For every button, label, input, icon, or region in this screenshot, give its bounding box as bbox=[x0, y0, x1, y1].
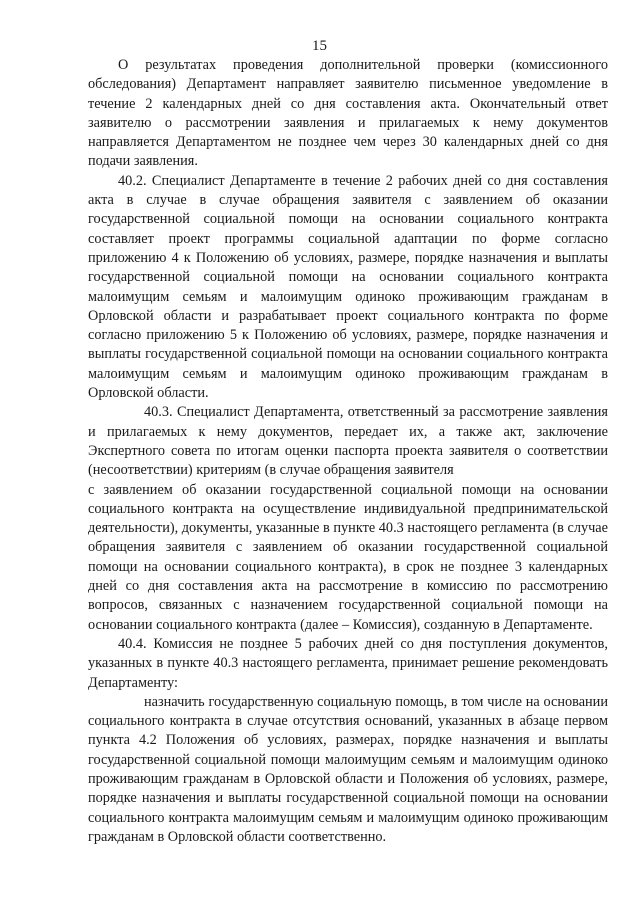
paragraph-additional-check-result: О результатах проведения дополнительной проверки (комиссионного обследования) Департамент направляет заявителю письменное уведомление в течение 2 календарных дней со дня составления акта. Окончательный ответ заявителю о рассмотрении заявления и прилагаемых к нему документов направляется Департаментом не позднее чем через 30 календарных дней со дня подачи заявления. bbox=[88, 57, 608, 170]
paragraph-assign-assistance: назначить государственную социальную помощь, в том числе на основании социального контракта в случае отсутствия оснований, указанных в абзаце первом пункта 4.2 Положения об условиях, размерах, порядке назначения и выплаты государственной социальной помощи малоимущим семьям и малоимущим одиноко проживающим гражданам в Орловской области и Положения об условиях, размере, порядке назначения и выплаты государственной социальной помощи на основании социального контракта малоимущим семьям и малоимущим одиноко проживающим гражданам в Орловской области соответственно. bbox=[88, 693, 608, 845]
paragraph-40-3: 40.3. Специалист Департамента, ответственный за рассмотрение заявления и прилагаемых к нему документов, передает их, а также акт, заключение Экспертного совета по итогам оценки паспорта проекта заявителя о соответствии (несоответствии) критериям (в случае обращения заявителя bbox=[88, 404, 608, 479]
document-body bbox=[88, 56, 608, 847]
paragraph-40-4: 40.4. Комиссия не позднее 5 рабочих дней со дня поступления документов, указанных в пункте 40.3 настоящего регламента, принимает решение рекомендовать Департаменту: bbox=[88, 635, 608, 691]
page-number: 15 bbox=[312, 38, 327, 54]
paragraph-40-2: 40.2. Специалист Департаменте в течение 2 рабочих дней со дня составления акта в случае в случае обращения заявителя с заявлением об оказании государственной социальной помощи на основании социального контракта составляет проект программы социальной адаптации по форме согласно приложению 4 к Положению об условиях, размере, порядке назначения и выплаты государственной социальной помощи на основании социального контракта малоимущим семьям и малоимущим одиноко проживающим гражданам в Орловской области и разрабатывает проект социального контракта по форме согласно приложению 5 к Положению об условиях, размере, порядке назначения и выплаты государственной социальной помощи на основании социального контракта малоимущим семьям и малоимущим одиноко проживающим гражданам в Орловской области. bbox=[88, 172, 608, 402]
paragraph-40-3-continued: с заявлением об оказании государственной социальной помощи на основании социального контракта на осуществление индивидуальной предпринимательской деятельности), документы, указанные в пункте 40.3 настоящего регламента (в случае обращения заявителя с заявлением об оказании государственной социальной помощи на основании социального контракта), в срок не позднее 3 календарных дней со дня составления акта на рассмотрение в комиссию по рассмотрению вопросов, связанных с назначением государственной социальной помощи на основании социального контракта (далее – Комиссия), созданную в Департаменте. bbox=[88, 481, 608, 633]
